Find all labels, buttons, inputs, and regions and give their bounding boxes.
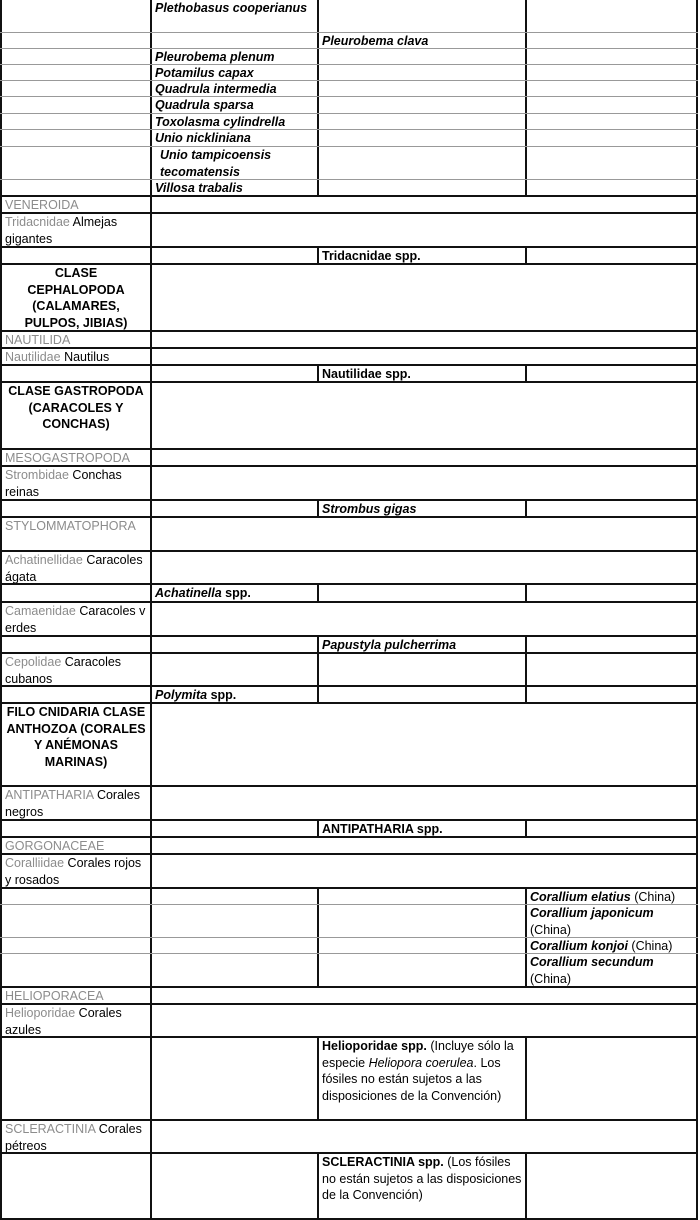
species-cell: Quadrula sparsa — [152, 97, 319, 113]
family-label: SCLERACTINIA Corales pétreos — [0, 1121, 152, 1152]
table-row — [0, 214, 698, 248]
family-label: Helioporidae Corales azules — [0, 1005, 152, 1036]
table-row — [0, 1121, 698, 1154]
table-row — [0, 0, 698, 33]
table-row — [0, 687, 698, 704]
species-cell: Toxolasma cylindrella — [152, 114, 319, 129]
order-label: MESOGASTROPODA — [0, 450, 152, 465]
table-row — [0, 366, 698, 383]
class-heading: CLASE GASTROPODA (CARACOLES Y CONCHAS) — [0, 383, 152, 448]
table-row — [0, 821, 698, 838]
species-cell: Polymita spp. — [152, 687, 319, 702]
species-cell: ANTIPATHARIA spp. — [319, 821, 527, 836]
family-label: Achatinellidae Caracoles ágata — [0, 552, 152, 583]
table-row — [0, 332, 698, 349]
family-label: Camaenidae Caracoles verdes — [0, 603, 152, 635]
family-label: ANTIPATHARIA Corales negros — [0, 787, 152, 819]
family-label: Strombidae Conchas reinas — [0, 467, 152, 499]
table-row — [0, 855, 698, 889]
table-row — [0, 1005, 698, 1038]
table-row — [0, 114, 698, 130]
species-cell: Achatinella spp. — [152, 585, 319, 601]
family-label: Nautilidae Nautilus — [0, 349, 152, 364]
table-row — [0, 383, 698, 450]
family-label: Coralliidae Corales rojos y rosados — [0, 855, 152, 887]
species-cell: Corallium konjoi (China) — [527, 938, 698, 953]
table-row — [0, 905, 698, 938]
table-row — [0, 81, 698, 97]
table-row — [0, 65, 698, 81]
species-cell: Quadrula intermedia — [152, 81, 319, 96]
table-row — [0, 518, 698, 552]
species-cell: Corallium secundum (China) — [527, 954, 698, 986]
species-cell: Corallium elatius (China) — [527, 889, 698, 904]
table-row — [0, 265, 698, 332]
species-cell: Unio nickliniana — [152, 130, 319, 146]
table-row — [0, 988, 698, 1005]
species-cell: Helioporidae spp. (Incluye sólo la especie Heliopora coerulea. Los fósiles no están sujetos a las disposiciones de la Convención) — [319, 1038, 527, 1119]
class-heading: FILO CNIDARIA CLASE ANTHOZOA (CORALES Y ANÉMONAS MARINAS) — [0, 704, 152, 785]
table-row — [0, 49, 698, 65]
table-row — [0, 130, 698, 147]
species-cell: Potamilus capax — [152, 65, 319, 80]
table-row — [0, 248, 698, 265]
table-row — [0, 33, 698, 49]
species-cell: Villosa trabalis — [152, 180, 319, 195]
class-heading: CLASE CEPHALOPODA (CALAMARES, PULPOS, JIBIAS) — [0, 265, 152, 330]
table-row — [0, 147, 698, 180]
order-label: HELIOPORACEA — [0, 988, 152, 1003]
table-row — [0, 467, 698, 501]
table-row — [0, 637, 698, 654]
table-row — [0, 954, 698, 988]
species-cell: Strombus gigas — [319, 501, 527, 516]
family-label: Cepolidae Caracoles cubanos — [0, 654, 152, 685]
table-row — [0, 450, 698, 467]
order-label: VENEROIDA — [0, 197, 152, 212]
table-row — [0, 838, 698, 855]
table-row — [0, 938, 698, 954]
table-row — [0, 197, 698, 214]
table-row — [0, 1038, 698, 1121]
order-label: STYLOMMATOPHORA — [0, 518, 152, 550]
table-row — [0, 603, 698, 637]
table-row — [0, 552, 698, 585]
table-row — [0, 704, 698, 787]
species-cell: SCLERACTINIA spp. (Los fósiles no están sujetos a las disposiciones de la Convención) — [319, 1154, 527, 1218]
table-row — [0, 349, 698, 366]
family-label: Tridacnidae Almejas gigantes — [0, 214, 152, 246]
species-cell: Nautilidae spp. — [319, 366, 527, 381]
table-row — [0, 97, 698, 114]
table-row — [0, 1154, 698, 1220]
species-cell: Plethobasus cooperianus — [152, 0, 319, 32]
table-row — [0, 180, 698, 197]
species-cell: Corallium japonicum (China) — [527, 905, 698, 937]
species-cell: Unio tampicoensis tecomatensis — [152, 147, 319, 179]
species-cell: Pleurobema plenum — [152, 49, 319, 64]
species-cell: Pleurobema clava — [319, 33, 527, 48]
species-cell: Papustyla pulcherrima — [319, 637, 527, 652]
order-label: GORGONACEAE — [0, 838, 152, 853]
table-row — [0, 501, 698, 518]
species-cell: Tridacnidae spp. — [319, 248, 527, 263]
table-row — [0, 585, 698, 603]
table-row — [0, 787, 698, 821]
table-row — [0, 889, 698, 905]
table-row — [0, 654, 698, 687]
order-label: NAUTILIDA — [0, 332, 152, 347]
